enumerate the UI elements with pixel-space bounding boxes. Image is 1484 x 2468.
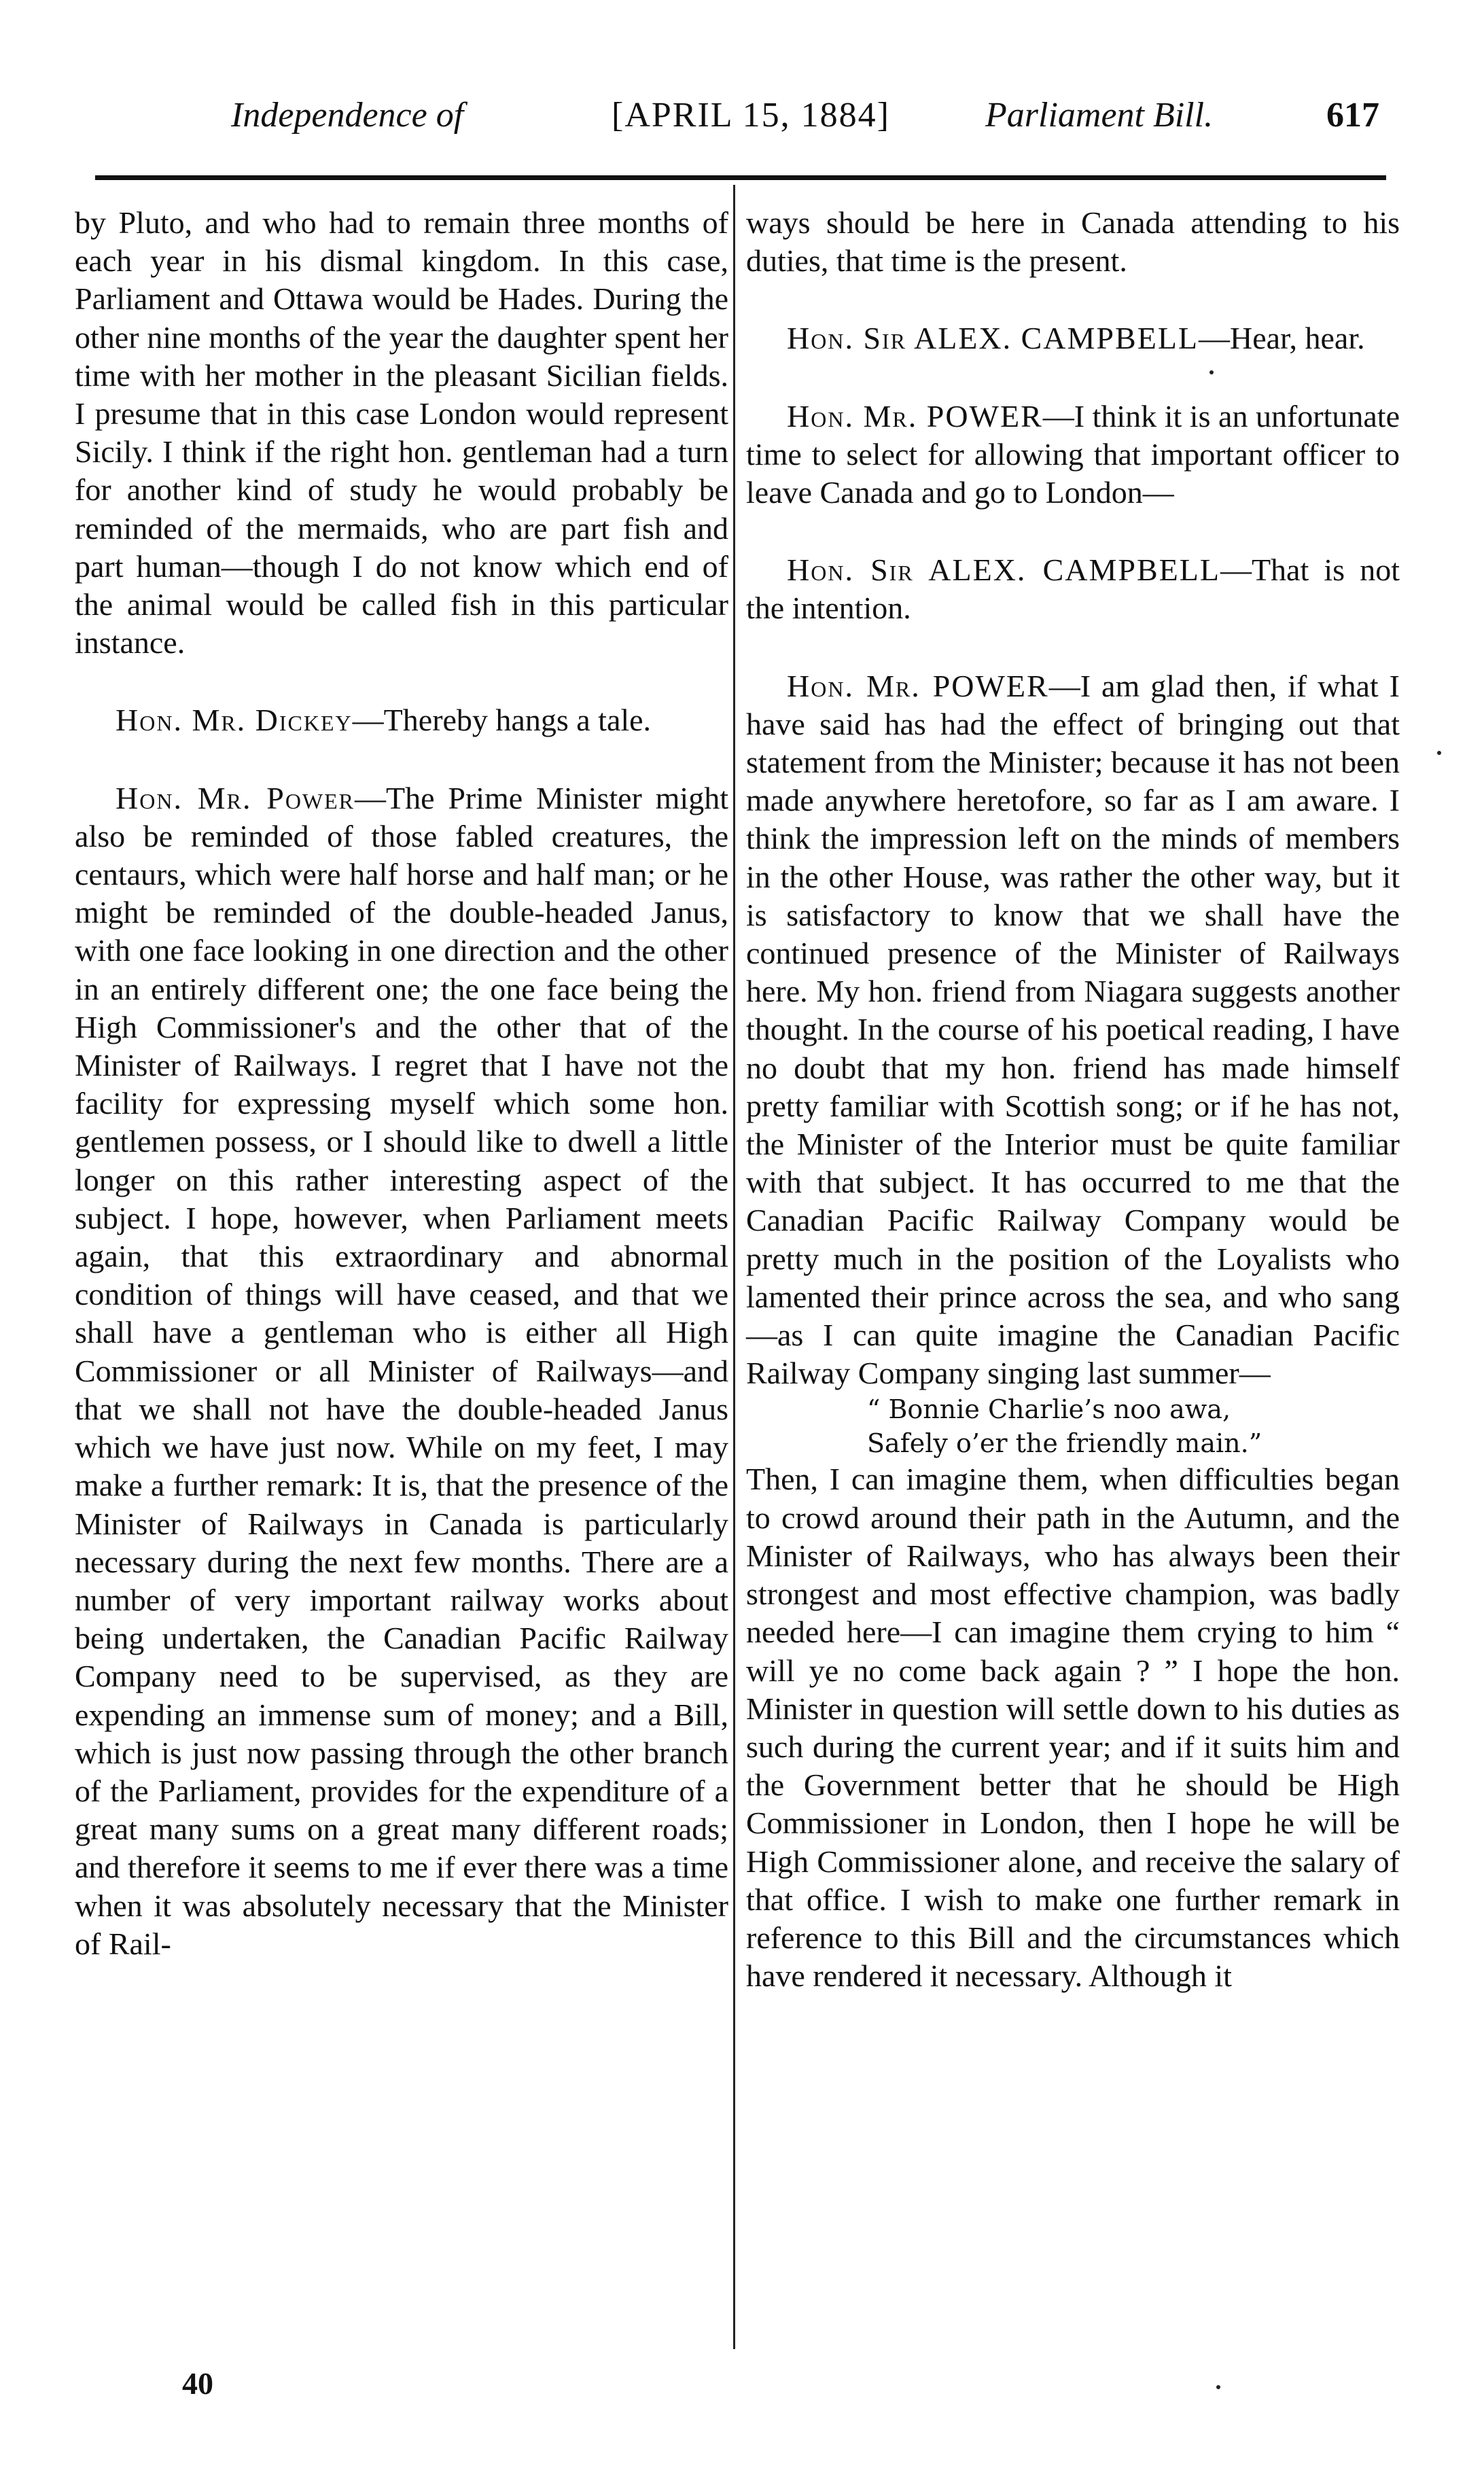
speaker-name: Hon. Sir ALEX. CAMPBELL — [787, 321, 1199, 356]
verse-quotation — [746, 1392, 1400, 1460]
ink-speck — [1209, 370, 1214, 374]
page-number: 617 — [1326, 96, 1379, 135]
speaker-name: Hon. Mr. POWER — [787, 668, 1049, 703]
right-speech-power-1 — [746, 398, 1400, 512]
right-paragraph-1: ways should be here in Canada attending to his duties, that time is the present. — [746, 205, 1400, 279]
ink-speck — [1216, 2385, 1220, 2389]
column-divider — [733, 185, 735, 2349]
right-paragraph-final: Then, I can imagine them, when difficulties began to crowd around their path in the Autumn, and the Minister of Railways, who has always been their strongest and most effective champion, was badly needed here—I can imagine them crying to him “ will ye no come back again ? ” I hope the hon. Minister in question will settle down to his duties as such during the current year; and if it suits him and the Government better that he should be High Commissioner in London, then I hope he will be High Commissioner alone, and receive the salary of that office. I wish to make one further remark in reference to this Bill and the circumstances which have rendered it necessary. Although it — [746, 1462, 1400, 1994]
speaker-name: Hon. Mr. POWER — [787, 398, 1043, 434]
left-speech-power — [75, 779, 728, 1963]
speech-text: —That is not the intention. — [746, 552, 1400, 626]
speech-text: —Thereby hangs a tale. — [352, 703, 652, 738]
left-paragraph-1: by Pluto, and who had to remain three months of each year in his dismal kingdom. In this case, Parliament and Ottawa would be Hades. During the other nine months of the year the daughter spent her time with her mother in the pleasant Sicilian fields. I presume that in this case London would represent Sicily. I think if the right hon. gentleman had a turn for another kind of study he would probably be reminded of the mermaids, who are part fish and part human—though I do not know which end of the animal would be called fish in this particular instance. — [75, 205, 728, 660]
signature-mark: 40 — [182, 2366, 213, 2401]
header-date: [APRIL 15, 1884] — [612, 96, 890, 135]
right-speech-campbell-2 — [746, 551, 1400, 627]
header-left-title: Independence of — [231, 96, 464, 135]
speech-text: —I am glad then, if what I have said has had the effect of bringing out that statement from the Minister; because it has not been made anywhere heretofore, so far as I am aware. I think the impression left on the minds of members in the other House, was rather the other way, but it is satisfactory to know that we shall have the continued presence of the Minister of Railways here. My hon. friend from Niagara suggests another thought. In the course of his poetical reading, I have no doubt that my hon. friend has made himself pretty familiar with Scottish song; or if he has not, the Minister of the Interior must be quite familiar with that subject. It has occurred to me that the Canadian Pacific Railway Company would be pretty much in the position of the Loyalists who lamented their prince across the sea, and who sang —as I can quite imagine the Canadian Pacific Railway Company singing last summer— — [746, 668, 1400, 1391]
right-speech-campbell-1 — [746, 319, 1400, 357]
speech-text: —Hear, hear. — [1198, 321, 1365, 356]
verse-line-2: Safely o’er the friendly main.” — [867, 1428, 1262, 1459]
speech-text: —The Prime Minister might also be reminded of those fabled creatures, the centaurs, which were half horse and half man; or he might be reminded of the double-headed Janus, with one face looking in one direction and the other in an entirely different one; the one face being the High Commissioner's and the other that of the Minister of Railways. I regret that I have not the facility for expressing myself which some hon. gentlemen possess, or I should like to dwell a little longer on this rather interesting aspect of the subject. I hope, however, when Parliament meets again, that this extraordinary and abnormal condition of things will have ceased, and that we shall have a gentleman who is either all High Commissioner or all Minister of Railways—and that we shall not have the double-headed Janus which we have just now. While on my feet, I may make a further remark: It is, that the presence of the Minister of Railways in Canada is particularly necessary during the next few months. There are a number of very important railway works about being undertaken, the Canadian Pacific Railway Company need to be supervised, as they are expending an immense sum of money; and a Bill, which is just now passing through the other branch of the Parliament, provides for the expenditure of a great many sums on a great many different roads; and therefore it seems to me if ever there was a time when it was absolutely necessary that the Minister of Rail- — [75, 780, 728, 1961]
speaker-name: Hon. Mr. Power — [116, 780, 355, 815]
speech-text: —I think it is an unfortunate time to select for allowing that important officer to leave Canada and go to London— — [746, 398, 1400, 510]
left-speech-dickey — [75, 701, 728, 739]
verse-line-1: “ Bonnie Charlie’s noo awa, — [867, 1394, 1231, 1425]
running-header — [75, 85, 1379, 146]
header-rule — [95, 175, 1386, 180]
right-speech-power-2 — [746, 667, 1400, 1393]
left-column — [75, 204, 728, 1963]
speaker-name: Hon. Mr. Dickey — [116, 703, 353, 738]
ink-speck — [1437, 751, 1441, 755]
header-right-title: Parliament Bill. — [985, 96, 1214, 135]
right-column — [746, 204, 1400, 1995]
speaker-name: Hon. Sir ALEX. CAMPBELL — [787, 552, 1220, 588]
